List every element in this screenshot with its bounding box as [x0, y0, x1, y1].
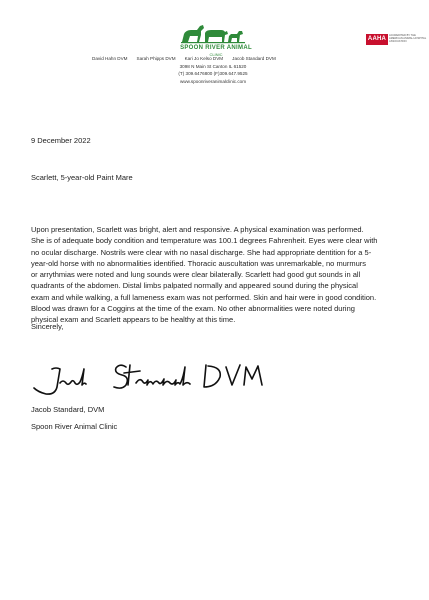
letter-date: 9 December 2022: [31, 136, 91, 145]
clinic-phone: (T) 309.6476800 (F)309.647.9525: [178, 71, 248, 76]
letter-closing: Sincerely,: [31, 322, 64, 331]
clinic-subtitle: CLINIC: [209, 52, 223, 57]
body-line: or arrythmias were noted and lung sounds were clear bilaterally. Scarlett had good gut sounds in all: [31, 270, 361, 280]
letter-subject: Scarlett, 5-year-old Paint Mare: [31, 173, 133, 182]
body-line: quadrants of the abdomen. Distal limbs palpated normally and appeared sound during the physical: [31, 281, 358, 291]
signer-clinic: Spoon River Animal Clinic: [31, 422, 118, 431]
clinic-website: www.spoonriveranimalclinic.com: [179, 79, 247, 84]
doctor-name: Jacob Standard DVM: [232, 56, 276, 61]
clinic-name: SPOON RIVER ANIMAL: [180, 45, 252, 51]
doctor-name: David Hahn DVM: [92, 56, 128, 61]
body-line: physical exam and Scarlett appears to be healthy at this time.: [31, 315, 236, 325]
doctor-list: [92, 56, 340, 61]
body-line: Blood was drawn for a Coggins at the time of the exam. No other abnormalities were noted during: [31, 304, 355, 314]
clinic-logo-icon: [181, 22, 245, 44]
doctor-name: Sarah Phipps DVM: [136, 56, 176, 61]
clinic-address: 3098 N Main St Canton IL 61520: [179, 64, 247, 69]
letter-body: [31, 224, 403, 326]
aaha-caption: ACCREDITED BY THE AMERICAN ANIMAL HOSPITAL ASSOCIATION: [389, 34, 427, 44]
body-line: exam and while walking, a full lameness exam was not performed. Skin and hair were in good condition.: [31, 292, 377, 302]
body-line: She is of adequate body condition and temperature was 100.1 degrees Fahrenheit. Eyes were clear with: [31, 236, 378, 246]
signer-name: Jacob Standard, DVM: [31, 405, 105, 414]
body-line: no ocular discharge. Nostrils were clear with no nasal discharge. She had appropriate dentition for a 5-: [31, 247, 372, 257]
body-line: year-old horse with no abnormalities identified. Thoracic auscultation was unremarkable, no murmurs: [31, 258, 367, 268]
handwritten-signature-icon: [30, 357, 270, 401]
aaha-logo: AAHA: [366, 34, 388, 45]
body-line: Upon presentation, Scarlett was bright, alert and responsive. A physical examination was performed.: [31, 225, 364, 234]
doctor-name: Kari Jo Kelso DVM: [184, 56, 224, 61]
